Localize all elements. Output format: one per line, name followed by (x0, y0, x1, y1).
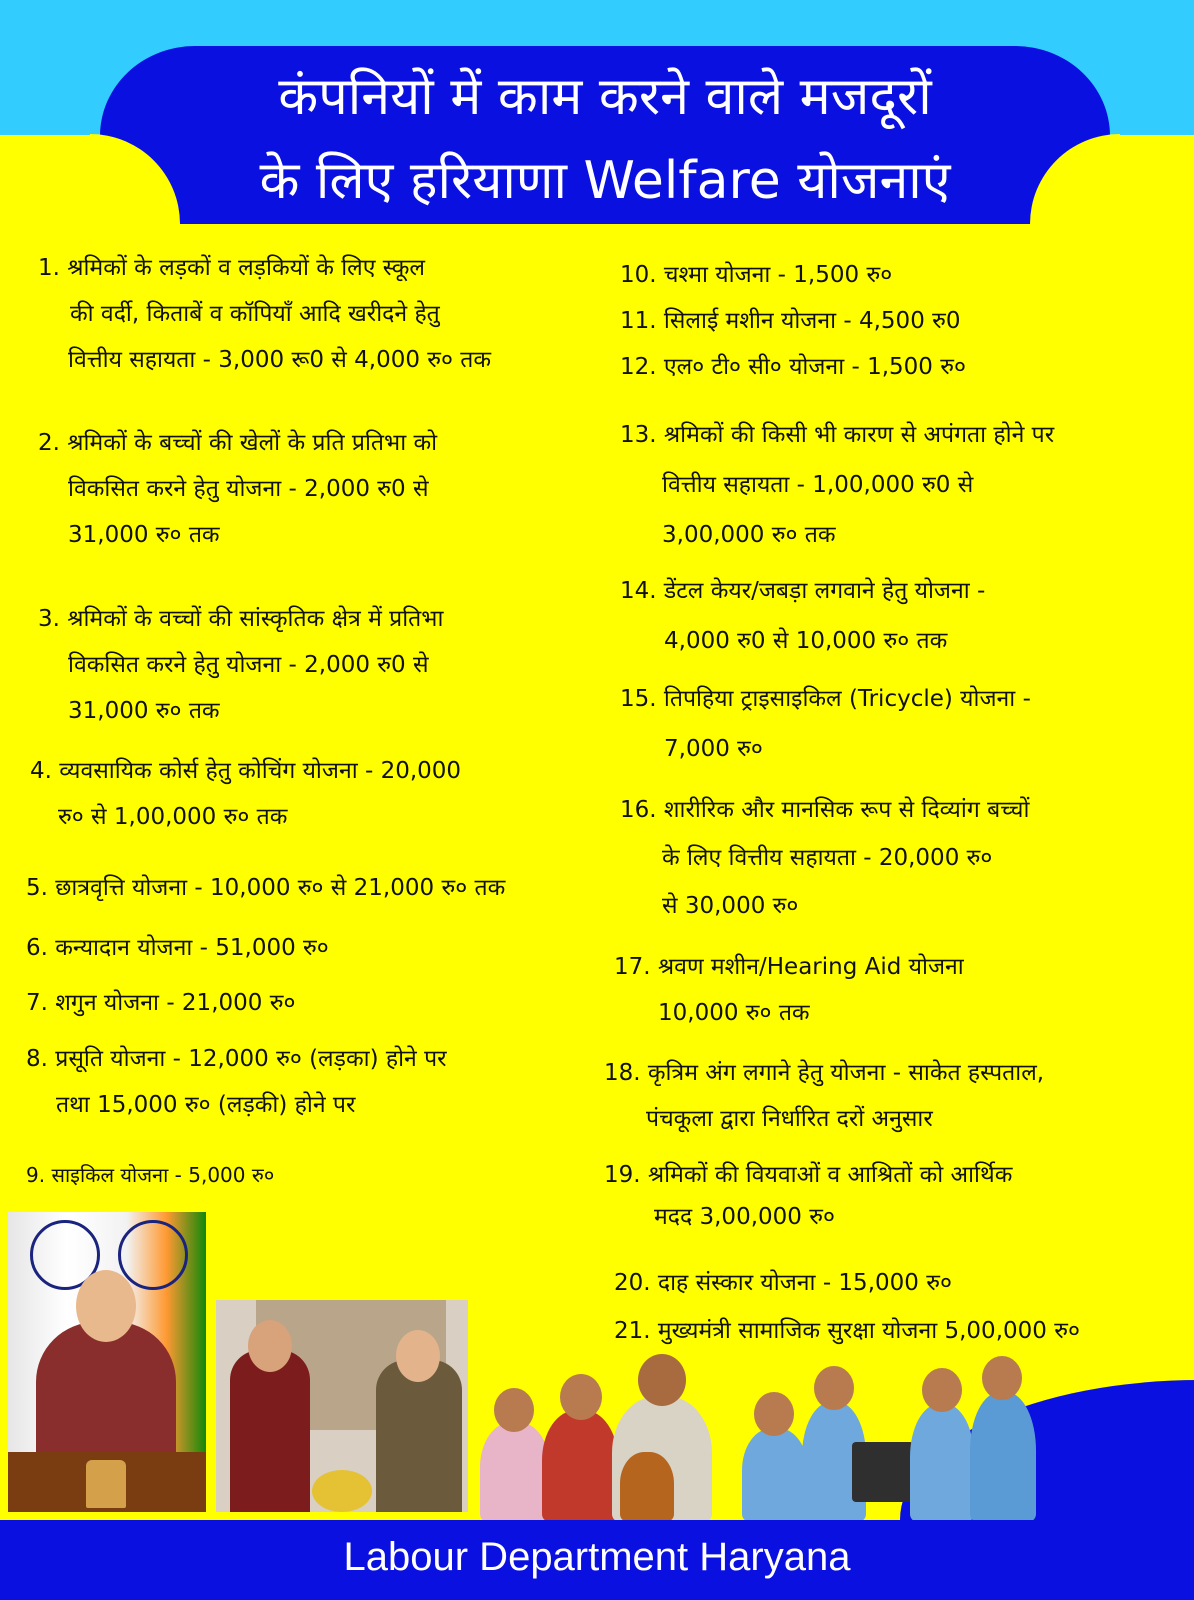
worker-face (638, 1354, 686, 1406)
national-emblem-icon (86, 1460, 126, 1508)
scheme-15-line-1: 15. तिपहिया ट्राइसाइकिल (Tricycle) योजना - (620, 686, 1031, 712)
scheme-19 (604, 1154, 1012, 1238)
leader-photo-left (8, 1212, 206, 1512)
child-figure (480, 1422, 550, 1522)
scheme-17-line-1: 17. श्रवण मशीन/Hearing Aid योजना (614, 954, 964, 980)
child-face (494, 1388, 534, 1432)
scheme-2 (38, 420, 437, 558)
scheme-3-line-2: विकसित करने हेतु योजना - 2,000 रु0 से (68, 652, 429, 678)
scheme-9: 9. साइकिल योजना - 5,000 रु० (26, 1163, 275, 1187)
scheme-13-line-2: वित्तीय सहायता - 1,00,000 रु0 से (662, 472, 974, 498)
scheme-13-line-3: 3,00,000 रु० तक (662, 522, 836, 548)
title-line-1: कंपनियों में काम करने वाले मजदूरों (278, 67, 932, 127)
scheme-14 (620, 566, 985, 666)
scheme-2-line-1: 2. श्रमिकों के बच्चों की खेलों के प्रति प्रतिभा को (38, 430, 438, 456)
woman-face (560, 1374, 602, 1420)
scheme-11: 11. सिलाई मशीन योजना - 4,500 रु0 (620, 308, 961, 334)
scheme-21: 21. मुख्यमंत्री सामाजिक सुरक्षा योजना 5,00,000 रु० (614, 1318, 1080, 1344)
person-figure (376, 1360, 462, 1512)
scheme-18 (604, 1050, 1044, 1142)
scheme-16-line-2: के लिए वित्तीय सहायता - 20,000 रु० (662, 845, 993, 871)
scheme-16-line-1: 16. शारीरिक और मानसिक रूप से दिव्यांग बच्चों (620, 797, 1030, 823)
scheme-7: 7. शगुन योजना - 21,000 रु० (26, 990, 296, 1016)
scheme-3 (38, 596, 443, 734)
student-face (754, 1392, 794, 1436)
scheme-8 (26, 1036, 447, 1128)
scheme-15-line-2: 7,000 रु० (664, 736, 763, 762)
scheme-20: 20. दाह संस्कार योजना - 15,000 रु० (614, 1270, 952, 1296)
scheme-10: 10. चश्मा योजना - 1,500 रु० (620, 262, 893, 288)
scheme-2-line-3: 31,000 रु० तक (68, 522, 220, 548)
student-figure (970, 1392, 1036, 1522)
leaders-meeting-photo (216, 1300, 468, 1512)
scheme-1 (38, 245, 491, 383)
scheme-16 (620, 786, 1029, 930)
ashoka-chakra-icon (118, 1220, 188, 1290)
workers-and-children-photo (480, 1352, 1080, 1522)
scheme-12: 12. एल० टी० सी० योजना - 1,500 रु० (620, 354, 966, 380)
student-face (922, 1368, 962, 1412)
scheme-8-line-2: तथा 15,000 रु० (लड़की) होने पर (56, 1092, 356, 1118)
scheme-6: 6. कन्यादान योजना - 51,000 रु० (26, 935, 329, 961)
scheme-1-line-1: 1. श्रमिकों के लड़कों व लड़कियों के लिए स्कूल (38, 255, 425, 281)
student-face (982, 1356, 1022, 1400)
scheme-2-line-2: विकसित करने हेतु योजना - 2,000 रु0 से (68, 476, 429, 502)
scheme-14-line-2: 4,000 रु0 से 10,000 रु० तक (664, 628, 948, 654)
scheme-3-line-1: 3. श्रमिकों के वच्चों की सांस्कृतिक क्षेत्र में प्रतिभा (38, 606, 444, 632)
scheme-13 (620, 410, 1054, 560)
scheme-15 (620, 674, 1031, 774)
person-figure (230, 1350, 310, 1512)
scheme-4-line-2: रु० से 1,00,000 रु० तक (58, 804, 288, 830)
student-figure (910, 1404, 974, 1522)
woman-figure (542, 1410, 618, 1522)
scheme-8-line-1: 8. प्रसूति योजना - 12,000 रु० (लड़का) होने पर (26, 1046, 447, 1072)
child-figure (620, 1452, 674, 1522)
scheme-4 (30, 748, 461, 840)
scheme-16-line-3: से 30,000 रु० (662, 893, 799, 919)
scheme-1-line-2: की वर्दी, किताबें व कॉपियाँ आदि खरीदने हेतु (70, 301, 440, 327)
scheme-18-line-2: पंचकूला द्वारा निर्धारित दरों अनुसार (646, 1106, 933, 1132)
slate-board (852, 1442, 914, 1502)
scheme-4-line-1: 4. व्यवसायिक कोर्स हेतु कोचिंग योजना - 20,000 (30, 758, 462, 784)
scheme-5: 5. छात्रवृत्ति योजना - 10,000 रु० से 21,000 रु० तक (26, 875, 506, 901)
scheme-19-line-2: मदद 3,00,000 रु० (654, 1204, 835, 1230)
scheme-13-line-1: 13. श्रमिकों की किसी भी कारण से अपंगता होने पर (620, 422, 1055, 448)
person-face (248, 1320, 292, 1372)
scheme-19-line-1: 19. श्रमिकों की वियवाओं व आश्रितों को आर्थिक (604, 1162, 1013, 1188)
footer-bar (0, 1520, 1194, 1600)
flower-bouquet (312, 1470, 372, 1512)
person-face (396, 1330, 440, 1382)
scheme-17 (614, 944, 964, 1036)
scheme-17-line-2: 10,000 रु० तक (658, 1000, 810, 1026)
student-figure (742, 1428, 808, 1522)
scheme-3-line-3: 31,000 रु० तक (68, 698, 220, 724)
scheme-18-line-1: 18. कृत्रिम अंग लगाने हेतु योजना - साकेत हस्पताल, (604, 1060, 1045, 1086)
student-face (814, 1366, 854, 1410)
scheme-14-line-1: 14. डेंटल केयर/जबड़ा लगवाने हेतु योजना - (620, 578, 986, 604)
person-face (76, 1270, 136, 1342)
title-banner (100, 46, 1110, 224)
department-name: Labour Department Haryana (343, 1535, 851, 1579)
scheme-1-line-3: वित्तीय सहायता - 3,000 रू0 से 4,000 रु० तक (68, 347, 492, 373)
title-line-2: के लिए हरियाणा Welfare योजनाएं (259, 151, 951, 211)
